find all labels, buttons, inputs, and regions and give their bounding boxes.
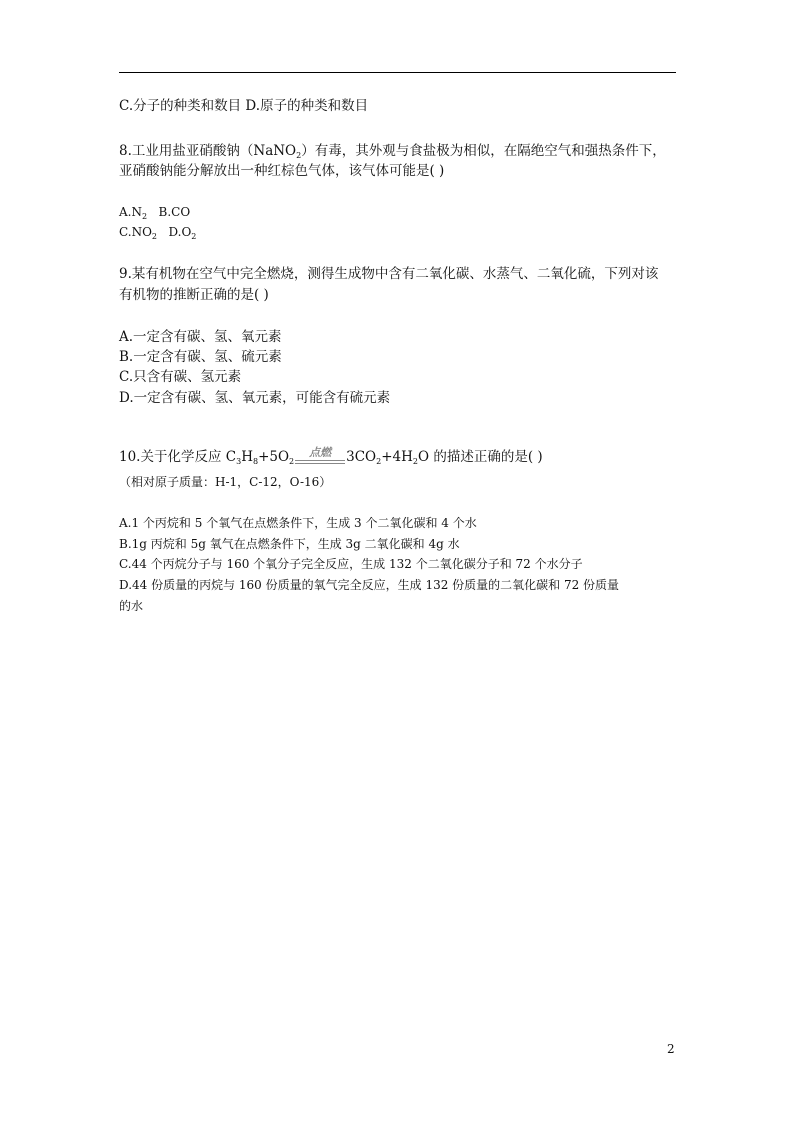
q10-option-d-line2: 的水 [119, 599, 144, 613]
q9-option-a: A.一定含有碳、氢、氧元素 [119, 329, 282, 345]
reaction-arrow [295, 445, 345, 468]
header-rule [119, 72, 676, 73]
q10-option-b: B.1g 丙烷和 5g 氧气在点燃条件下，生成 3g 二氧化碳和 4g 水 [119, 537, 460, 551]
q10-option-c: C.44 个丙烷分子与 160 个氧分子完全反应，生成 132 个二氧化碳分子和 72 个水分子 [119, 557, 583, 571]
q9-stem-line1: 9.某有机物在空气中完全燃烧，测得生成物中含有二氧化碳、水蒸气、二氧化硫，下列对该 [119, 266, 659, 282]
q10-option-a: A.1 个丙烷和 5 个氧气在点燃条件下，生成 3 个二氧化碳和 4 个水 [119, 516, 477, 530]
q7-options-cd: C.分子的种类和数目 D.原子的种类和数目 [119, 98, 369, 114]
q8-stem-line2: 亚硝酸钠能分解放出一种红棕色气体，该气体可能是( ) [119, 163, 445, 179]
q8-stem-line1: 8.工业用盐亚硝酸钠（NaNO$_2$）有毒，其外观与食盐极为相似，在隔绝空气和强热条件下， [119, 143, 666, 160]
q8-options-cd: $C.NO_2$ $D.O_2$ [119, 225, 197, 241]
q10-stem: 10.关于化学反应 $C_3H_8+5O_2$ 点燃 $3CO_2+4H_2O$ 的描述正确的是( ) [119, 447, 543, 468]
q9-option-b: B.一定含有碳、氢、硫元素 [119, 349, 282, 365]
q9-option-d: D.一定含有碳、氢、氧元素，可能含有硫元素 [119, 390, 391, 406]
q8-options-ab: $A.N_2$ B.CO [119, 205, 191, 221]
reaction-condition: 点燃 [309, 445, 332, 459]
page-number: 2 [667, 1042, 675, 1056]
q9-stem-line2: 有机物的推断正确的是( ) [119, 287, 269, 303]
q9-option-c: C.只含有碳、氢元素 [119, 369, 242, 385]
q10-option-d-line1: D.44 份质量的丙烷与 160 份质量的氧气完全反应，生成 132 份质量的二氧化碳和 72 份质量 [119, 578, 620, 592]
q10-note: （相对原子质量：H-1，C-12，O-16） [119, 475, 332, 489]
